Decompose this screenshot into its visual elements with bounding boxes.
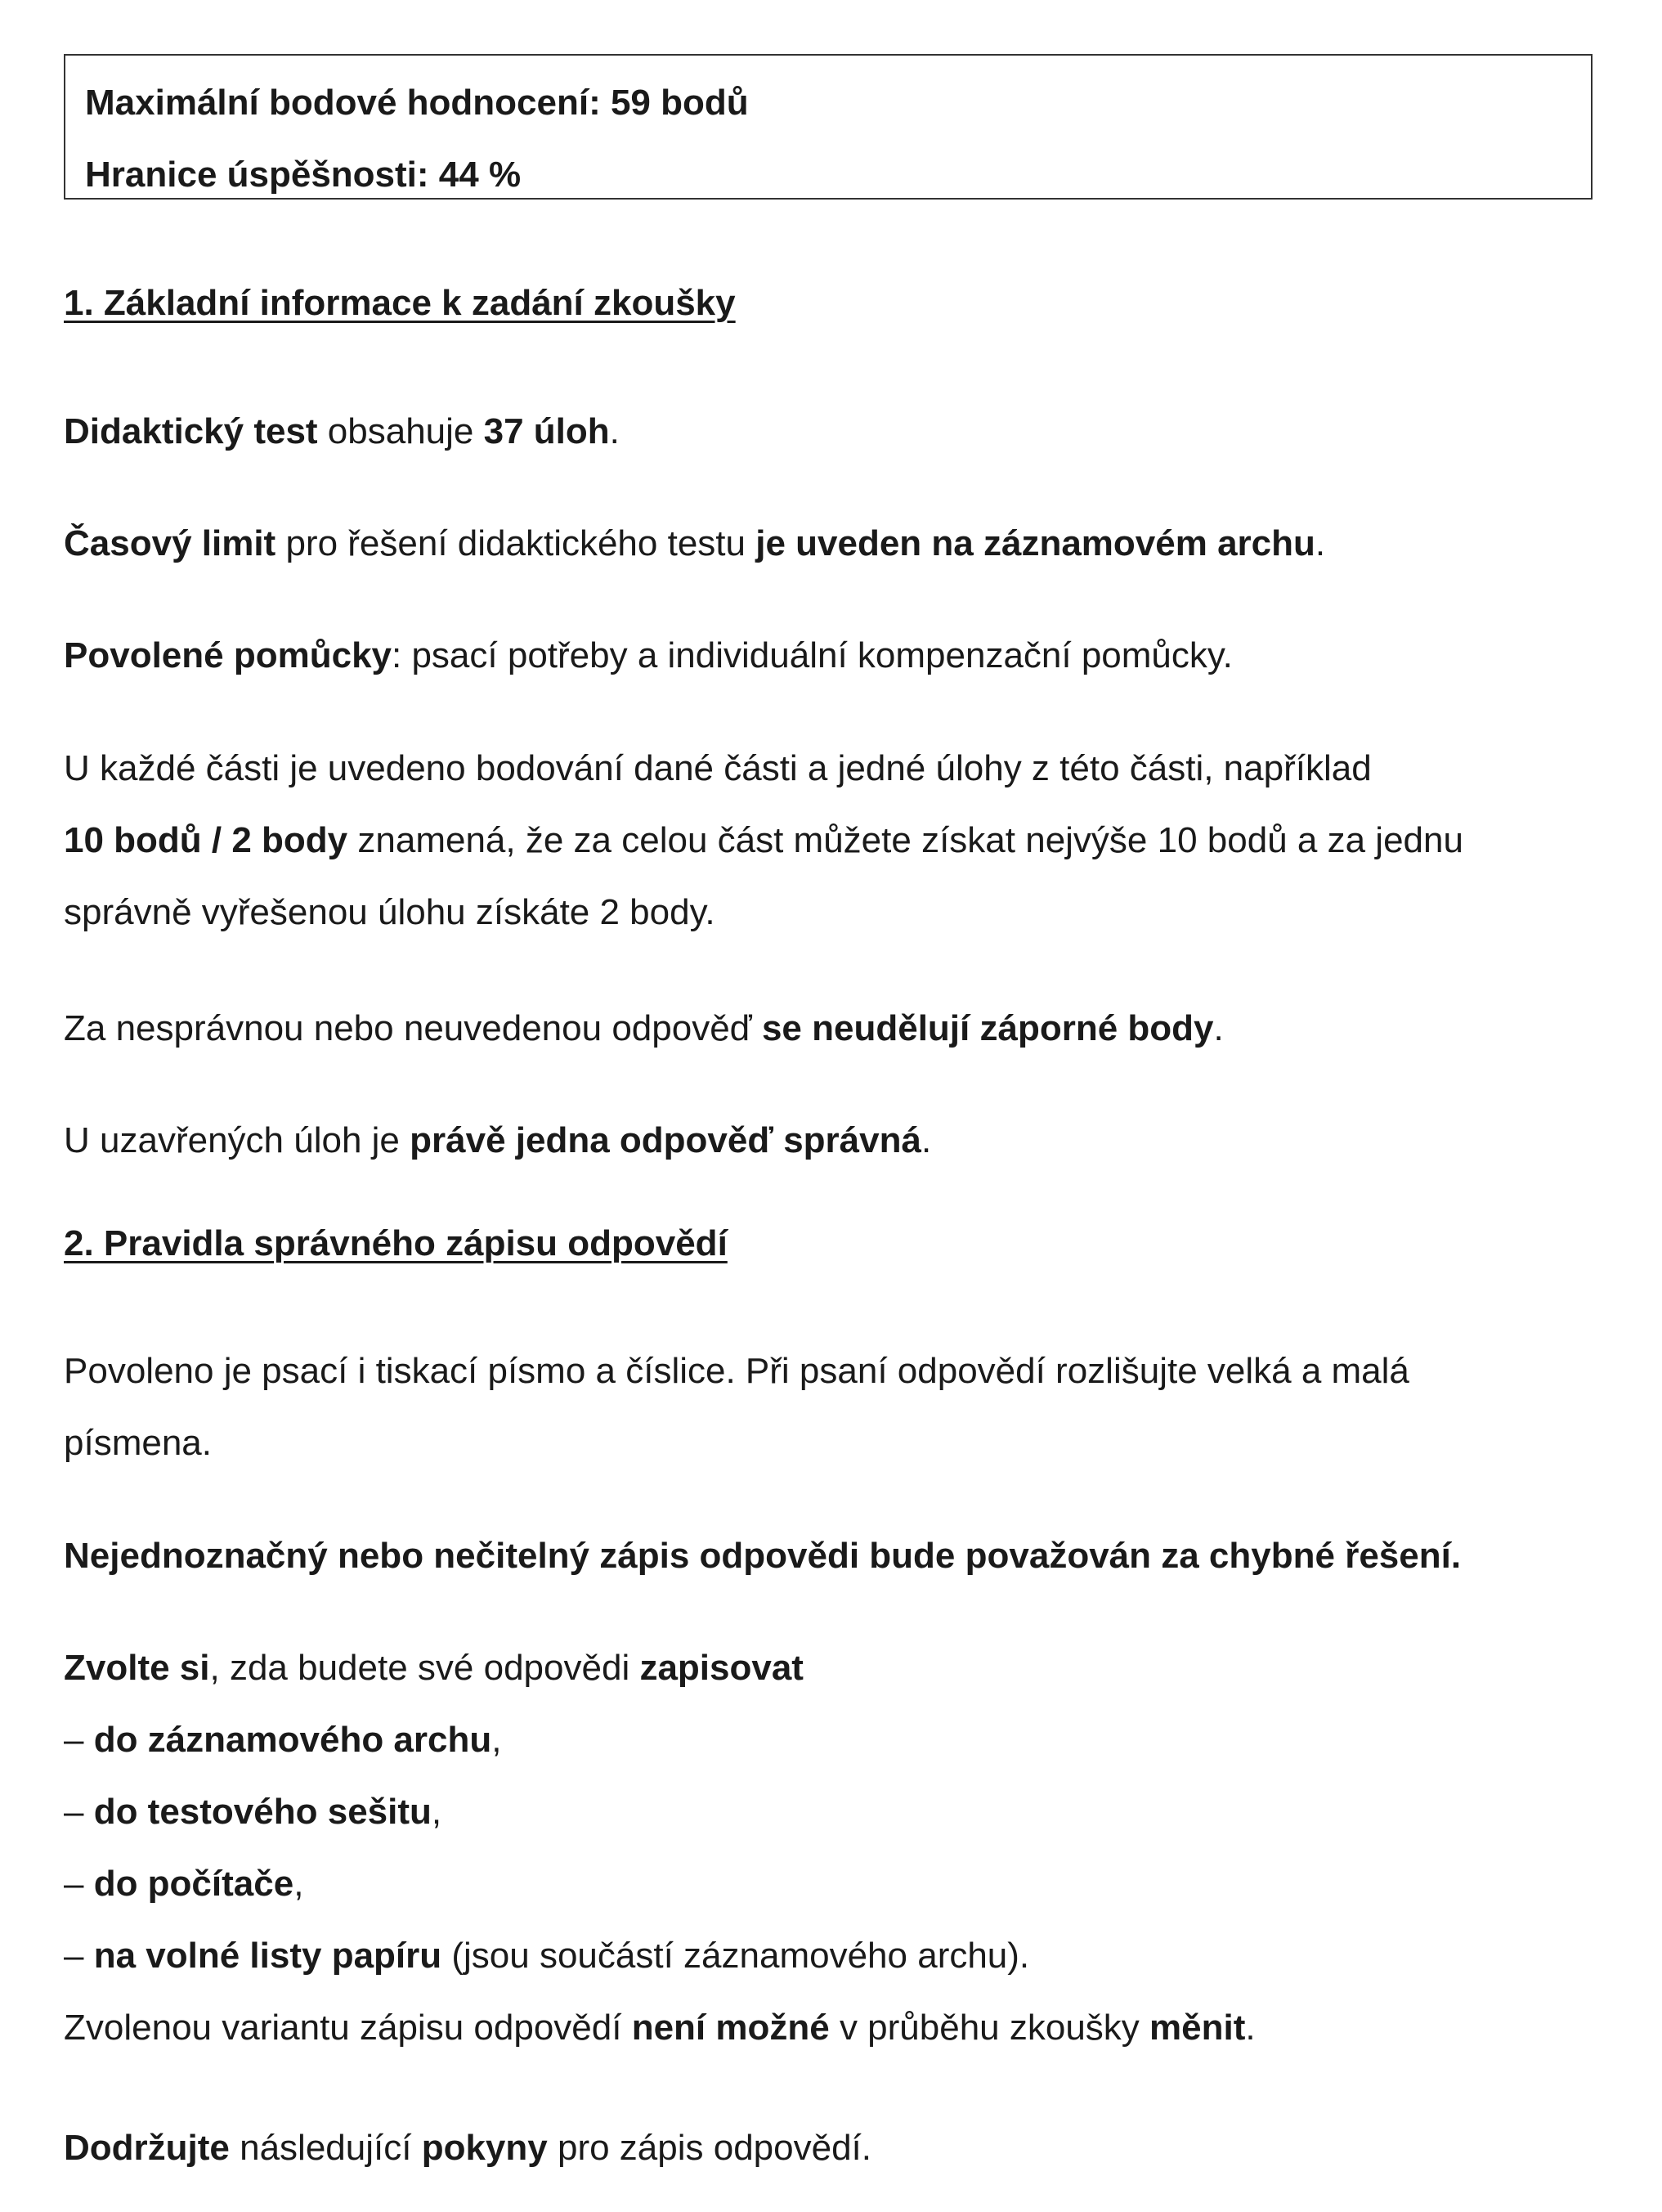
aids-text: : psací potřeby a individuální kompenzační pomůcky. (392, 635, 1233, 675)
option-dash: – (64, 1936, 94, 1976)
choose-bold-2: zapisovat (639, 1648, 804, 1688)
option-rest: , (431, 1792, 442, 1832)
option-bold: do záznamového archu (93, 1720, 492, 1760)
negative-bold: se neudělují záporné body (761, 1008, 1214, 1048)
negative-text-1: Za nesprávnou nebo neuvedenou odpověď (64, 1008, 762, 1048)
closed-text-2: . (921, 1120, 932, 1160)
closed-bold: právě jedna odpověď správná (410, 1120, 921, 1160)
follow-instructions-paragraph (64, 2112, 871, 2184)
time-limit-bold-2: je uveden na záznamovém archu (755, 523, 1315, 563)
option-item (64, 1704, 1256, 1776)
choose-text: , zda budete své odpovědi (209, 1648, 640, 1688)
exam-instructions-page (64, 54, 1601, 2168)
no-change-bold-1: není možné (631, 2008, 830, 2048)
time-limit-bold-1: Časový limit (64, 523, 276, 563)
option-bold: do testového sešitu (93, 1792, 432, 1832)
section-1-heading: 1. Základní informace k zadání zkoušky (64, 283, 736, 323)
score-summary-box (64, 54, 1593, 200)
script-line-2: písmena. (64, 1423, 212, 1463)
test-info-paragraph (64, 396, 620, 468)
scoring-line-2-rest: znamená, že za celou část můžete získat nejvýše 10 bodů a za jednu (347, 820, 1463, 860)
option-rest: (jsou součástí záznamového archu). (441, 1936, 1030, 1976)
aids-paragraph (64, 620, 1233, 692)
no-change-bold-2: měnit (1149, 2008, 1246, 2048)
follow-bold-1: Dodržujte (64, 2128, 230, 2168)
scoring-line-1: U každé části je uvedeno bodování dané části a jedné úlohy z této části, například (64, 748, 1372, 788)
script-paragraph (64, 1335, 1409, 1479)
script-line-1: Povoleno je psací i tiskací písmo a číslice. Při psaní odpovědí rozlišujte velká a malá (64, 1351, 1409, 1391)
no-change-text-2: v průběhu zkoušky (829, 2008, 1150, 2048)
time-limit-paragraph (64, 508, 1325, 580)
closed-text-1: U uzavřených úloh je (64, 1120, 410, 1160)
no-change-text-1: Zvolenou variantu zápisu odpovědí (64, 2008, 632, 2048)
option-dash: – (64, 1864, 94, 1904)
no-change-line (64, 1992, 1256, 2064)
scoring-example-bold: 10 bodů / 2 body (64, 820, 348, 860)
scoring-paragraph (64, 733, 1463, 949)
option-dash: – (64, 1792, 94, 1832)
scoring-line-2 (64, 805, 1463, 877)
option-dash: – (64, 1720, 94, 1760)
option-bold: do počítače (93, 1864, 294, 1904)
follow-text-1: následující (229, 2128, 422, 2168)
ambiguous-answer-paragraph: Nejednoznačný nebo nečitelný zápis odpovědi bude považován za chybné řešení. (64, 1536, 1462, 1576)
negative-points-paragraph (64, 993, 1224, 1065)
option-rest: , (491, 1720, 502, 1760)
follow-bold-2: pokyny (421, 2128, 548, 2168)
time-limit-text-1: pro řešení didaktického testu (276, 523, 756, 563)
closed-tasks-paragraph (64, 1105, 931, 1177)
follow-text-2: pro zápis odpovědí. (547, 2128, 872, 2168)
max-score-line: Maximální bodové hodnocení: 59 bodů (85, 83, 749, 123)
negative-text-2: . (1213, 1008, 1224, 1048)
choose-bold-1: Zvolte si (64, 1648, 210, 1688)
answer-options-block (64, 1632, 1256, 2064)
test-info-text-2: . (609, 411, 620, 451)
no-change-text-3: . (1245, 2008, 1256, 2048)
test-info-bold-2: 37 úloh (483, 411, 610, 451)
option-item (64, 1776, 1256, 1848)
threshold-line: Hranice úspěšnosti: 44 % (85, 155, 522, 195)
test-info-bold-1: Didaktický test (64, 411, 318, 451)
time-limit-text-2: . (1315, 523, 1326, 563)
option-item (64, 1920, 1256, 1992)
section-2-heading: 2. Pravidla správného zápisu odpovědí (64, 1223, 728, 1263)
choose-line (64, 1632, 1256, 1704)
option-rest: , (293, 1864, 304, 1904)
test-info-text-1: obsahuje (317, 411, 484, 451)
aids-bold: Povolené pomůcky (64, 635, 392, 675)
option-bold: na volné listy papíru (93, 1936, 442, 1976)
scoring-line-3: správně vyřešenou úlohu získáte 2 body. (64, 892, 715, 932)
option-item (64, 1848, 1256, 1920)
